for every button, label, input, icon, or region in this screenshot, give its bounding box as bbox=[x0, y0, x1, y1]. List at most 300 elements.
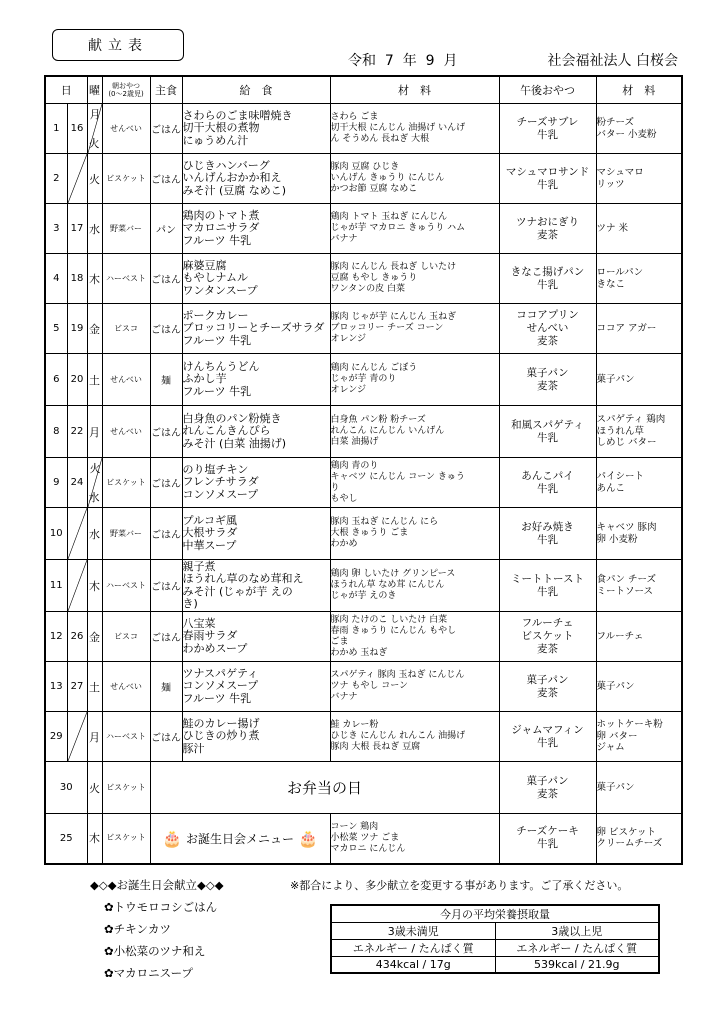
text-line: ほうれん草のなめ茸和え bbox=[182, 572, 304, 585]
afternoon-ingredients bbox=[596, 204, 682, 254]
weekday: 月 bbox=[87, 406, 102, 458]
text-line: フルーチェ bbox=[521, 617, 574, 629]
text-line: 牛乳 bbox=[537, 278, 558, 291]
lunch-ingredients bbox=[330, 612, 499, 662]
text-line: キャベツ 豚肉 bbox=[596, 522, 657, 533]
text-line: わかめ bbox=[330, 539, 358, 549]
menu-row bbox=[45, 712, 682, 762]
lunch-menu bbox=[182, 304, 330, 354]
col-day: 日 bbox=[45, 76, 87, 104]
menu-table bbox=[44, 75, 683, 865]
lunch-ingredients bbox=[330, 204, 499, 254]
row-number: 5 bbox=[45, 304, 67, 354]
staple-food: ごはん bbox=[150, 304, 182, 354]
afternoon-snack bbox=[499, 560, 596, 612]
morning-snack: せんべい bbox=[102, 104, 150, 154]
afternoon-ingredients bbox=[596, 508, 682, 560]
text-line: マシュマロ bbox=[596, 167, 644, 178]
text-line: ポークカレー bbox=[182, 308, 249, 322]
col-afternoon-snack: 午後おやつ bbox=[499, 76, 596, 104]
afternoon-ingredients bbox=[596, 712, 682, 762]
text-line: 菓子パン bbox=[526, 673, 569, 686]
day-number: 24 bbox=[67, 458, 87, 508]
text-line: ブロッコリー チーズ コーン bbox=[330, 323, 444, 333]
day-number bbox=[67, 508, 87, 560]
afternoon-ingredients bbox=[596, 154, 682, 204]
text-line: り bbox=[330, 482, 340, 493]
text-line: ブロッコリーとチーズサラダ bbox=[182, 321, 325, 335]
birthday-menu-item: ✿マカロニスープ bbox=[104, 966, 193, 980]
text-line: バナナ bbox=[330, 692, 358, 702]
text-line: 春雨 きゅうり にんじん もやし bbox=[330, 625, 457, 636]
col-weekday: 曜 bbox=[87, 76, 102, 104]
text-line: せんべい bbox=[526, 322, 569, 334]
text-line: フレンチサラダ bbox=[182, 475, 259, 489]
row-number: 10 bbox=[45, 508, 67, 560]
text-line: しめじ バター bbox=[596, 437, 657, 449]
lunch-ingredients bbox=[330, 354, 499, 406]
menu-row bbox=[45, 154, 682, 204]
col-staple: 主食 bbox=[150, 76, 182, 104]
text-line: 麦茶 bbox=[537, 379, 558, 392]
text-line: 麦茶 bbox=[537, 787, 558, 800]
text-line: ツナおにぎり bbox=[516, 215, 579, 228]
birthday-row bbox=[45, 814, 682, 864]
staple-food: パン bbox=[150, 204, 182, 254]
birthday-menu-item: ✿トウモロコシごはん bbox=[104, 900, 218, 914]
staple-food: ごはん bbox=[150, 406, 182, 458]
morning-snack: 野菜バー bbox=[102, 508, 150, 560]
text-line: スパゲティ 鶏肉 bbox=[596, 414, 666, 426]
day-number: 22 bbox=[67, 406, 87, 458]
text-line: バター 小麦粉 bbox=[596, 128, 657, 140]
text-line: きなこ揚げパン bbox=[510, 265, 585, 278]
text-line: 豆腐 もやし きゅうり bbox=[330, 273, 418, 283]
lunch-ingredients bbox=[330, 406, 499, 458]
text-line: オレンジ bbox=[330, 334, 367, 344]
text-line: ん そうめん 長ねぎ 大根 bbox=[330, 134, 430, 144]
text-line: さわらのごま味噌焼き bbox=[182, 108, 293, 122]
text-line: き) bbox=[182, 597, 198, 610]
day-number: 17 bbox=[67, 204, 87, 254]
day-number: 30 bbox=[45, 762, 87, 814]
text-line: れんこんきんぴら bbox=[182, 424, 271, 438]
text-line: 鶏肉 青のり bbox=[330, 460, 379, 471]
text-line: 鶏肉のトマト煮 bbox=[182, 208, 260, 222]
text-line: 卵 ビスケット bbox=[596, 826, 657, 838]
row-number: 13 bbox=[45, 662, 67, 712]
row-number: 4 bbox=[45, 254, 67, 304]
text-line: 豚汁 bbox=[182, 741, 205, 755]
text-line: 切干大根の煮物 bbox=[182, 121, 260, 135]
text-line: リッツ bbox=[596, 178, 625, 190]
text-line: ロールパン bbox=[596, 267, 644, 278]
text-line: 小松菜 ツナ ごま bbox=[330, 832, 400, 843]
lunch-ingredients bbox=[330, 560, 499, 612]
morning-snack: 野菜バー bbox=[102, 204, 150, 254]
menu-row bbox=[45, 254, 682, 304]
nutrition-label: エネルギー / たんぱく質 bbox=[331, 940, 495, 957]
lunch-ingredients bbox=[330, 814, 499, 864]
row-number: 12 bbox=[45, 612, 67, 662]
text-line: 粉チーズ bbox=[596, 117, 635, 128]
lunch-ingredients bbox=[330, 154, 499, 204]
text-line: スパゲティ 豚肉 玉ねぎ にんじん bbox=[330, 670, 465, 680]
text-line: マカロニサラダ bbox=[182, 221, 260, 235]
text-line: 白身魚 パン粉 粉チーズ bbox=[330, 415, 426, 425]
day-number: 20 bbox=[67, 354, 87, 406]
afternoon-snack bbox=[499, 354, 596, 406]
text-line: ホットケーキ粉 bbox=[596, 719, 663, 731]
lunch-menu bbox=[182, 406, 330, 458]
text-line: お好み焼き bbox=[521, 520, 574, 533]
weekday: 木 bbox=[87, 560, 102, 612]
text-line: みそ汁 (じゃが芋 えの bbox=[182, 584, 293, 598]
weekday: 木 bbox=[87, 254, 102, 304]
organization-name: 社会福祉法人 白桜会 bbox=[547, 53, 678, 69]
afternoon-snack bbox=[499, 712, 596, 762]
text-line: コンソメスープ bbox=[182, 679, 259, 693]
text-line: ほうれん草 bbox=[596, 425, 645, 437]
nutrition-title: 今月の平均栄養摂取量 bbox=[331, 905, 659, 923]
text-line: ココア アガー bbox=[596, 322, 657, 334]
row-number: 8 bbox=[45, 406, 67, 458]
afternoon-snack bbox=[499, 662, 596, 712]
text-line: 菓子パン bbox=[596, 781, 635, 793]
text-line: 麻婆豆腐 bbox=[182, 258, 227, 272]
text-line: いんげんおかか和え bbox=[182, 171, 282, 185]
bento-row bbox=[45, 762, 682, 814]
text-line: れんこん にんじん いんげん bbox=[330, 426, 445, 436]
afternoon-snack bbox=[499, 304, 596, 354]
text-line: ほうれん草 なめ茸 にんじん bbox=[330, 580, 445, 590]
text-line: みそ汁 (白菜 油揚げ) bbox=[182, 436, 287, 450]
staple-food: ごはん bbox=[150, 458, 182, 508]
staple-food: 麺 bbox=[150, 662, 182, 712]
text-line: ツナ 米 bbox=[596, 222, 629, 234]
text-line: ジャム bbox=[596, 742, 625, 754]
staple-food: ごはん bbox=[150, 560, 182, 612]
text-line: フルーツ 牛乳 bbox=[182, 333, 252, 347]
text-line: 鮭 カレー粉 bbox=[330, 720, 379, 730]
text-line: 牛乳 bbox=[537, 838, 558, 851]
col-ingredients: 材 料 bbox=[330, 76, 499, 104]
text-line: じゃが芋 青のり bbox=[330, 374, 397, 384]
text-line: 豚肉 大根 長ねぎ 豆腐 bbox=[330, 742, 421, 752]
text-line: コーン 鶏肉 bbox=[330, 821, 379, 832]
afternoon-ingredients bbox=[596, 612, 682, 662]
text-line: ミートソース bbox=[596, 585, 654, 597]
morning-snack: ハーベスト bbox=[102, 712, 150, 762]
weekday: 水 bbox=[87, 508, 102, 560]
afternoon-ingredients bbox=[596, 662, 682, 712]
text-line: ワンタンの皮 白菜 bbox=[330, 284, 406, 294]
text-line: 大根サラダ bbox=[182, 526, 238, 540]
text-line: さわら ごま bbox=[330, 112, 379, 122]
text-line: じゃが芋 えのき bbox=[330, 591, 397, 601]
text-line: チーズケーキ bbox=[516, 825, 579, 838]
text-line: 豚肉 たけのこ しいたけ 白菜 bbox=[330, 614, 448, 625]
text-line: 豚肉 じゃが芋 にんじん 玉ねぎ bbox=[330, 312, 457, 322]
text-line: オレンジ bbox=[330, 385, 367, 395]
text-line: 鮭のカレー揚げ bbox=[182, 716, 260, 730]
text-line: 牛乳 bbox=[537, 128, 558, 141]
weekday: 土 bbox=[87, 354, 102, 406]
text-line: あんこ bbox=[596, 482, 626, 494]
date-line: 令和 7 年 9 月 bbox=[348, 53, 458, 69]
text-line: 菓子パン bbox=[596, 680, 635, 692]
text-line: コンソメスープ bbox=[182, 487, 259, 501]
lunch-menu bbox=[182, 458, 330, 508]
lunch-ingredients bbox=[330, 508, 499, 560]
birthday-menu-label: お誕生日会メニュー bbox=[185, 831, 294, 846]
text-line: 切干大根 にんじん 油揚げ いんげ bbox=[330, 123, 466, 133]
text-line: けんちんうどん bbox=[182, 359, 260, 373]
day-number: 25 bbox=[45, 814, 87, 864]
text-line: 菓子パン bbox=[526, 366, 569, 379]
day-number: 27 bbox=[67, 662, 87, 712]
menu-row bbox=[45, 304, 682, 354]
nutrition-group-over3: 3歳以上児 bbox=[495, 923, 659, 940]
bento-day-label: お弁当の日 bbox=[150, 762, 499, 814]
afternoon-ingredients bbox=[596, 560, 682, 612]
lunch-menu bbox=[182, 204, 330, 254]
row-number: 11 bbox=[45, 560, 67, 612]
text-line: 牛乳 bbox=[537, 585, 558, 598]
text-line: 麦茶 bbox=[537, 643, 558, 655]
afternoon-snack bbox=[499, 458, 596, 508]
text-line: キャベツ にんじん コーン きゅう bbox=[330, 471, 465, 482]
text-line: ひじきの炒り煮 bbox=[182, 729, 260, 743]
weekday: 水 bbox=[87, 204, 102, 254]
text-line: かつお節 豆腐 なめこ bbox=[330, 184, 418, 194]
text-line: 麦茶 bbox=[537, 228, 558, 241]
text-line: ツナスパゲティ bbox=[182, 666, 259, 680]
text-line: マカロニ にんじん bbox=[330, 843, 406, 854]
text-line: 麦茶 bbox=[537, 335, 558, 347]
text-line: 牛乳 bbox=[537, 533, 558, 546]
lunch-ingredients bbox=[330, 104, 499, 154]
afternoon-ingredients bbox=[596, 814, 682, 864]
birthday-menu-cell bbox=[150, 814, 330, 864]
afternoon-ingredients bbox=[596, 104, 682, 154]
lunch-ingredients bbox=[330, 458, 499, 508]
afternoon-snack bbox=[499, 612, 596, 662]
day-number bbox=[67, 712, 87, 762]
text-line: マシュマロサンド bbox=[505, 165, 590, 178]
lunch-menu bbox=[182, 612, 330, 662]
text-line: 牛乳 bbox=[537, 431, 558, 444]
afternoon-snack bbox=[499, 104, 596, 154]
text-line: あんこパイ bbox=[521, 469, 574, 482]
text-line: わかめスープ bbox=[182, 641, 248, 655]
text-line: 食パン チーズ bbox=[596, 574, 657, 585]
afternoon-ingredients bbox=[596, 354, 682, 406]
text-line: ごま bbox=[330, 636, 349, 647]
text-line: 八宝菜 bbox=[182, 616, 216, 630]
birthday-menu-heading: ◆◇◆お誕生日会献立◆◇◆ bbox=[90, 878, 224, 892]
cake-icon: 🎂 bbox=[298, 828, 318, 848]
menu-row bbox=[45, 354, 682, 406]
text-line: ひじきハンバーグ bbox=[182, 158, 270, 172]
menu-row bbox=[45, 662, 682, 712]
text-line: みそ汁 (豆腐 なめこ) bbox=[182, 183, 287, 197]
header bbox=[348, 50, 678, 70]
morning-snack: ビスコ bbox=[102, 304, 150, 354]
birthday-menu-item: ✿チキンカツ bbox=[104, 922, 172, 936]
lunch-ingredients bbox=[330, 712, 499, 762]
nutrition-value-over3: 539kcal / 21.9g bbox=[495, 957, 659, 974]
text-line: 卵 バター bbox=[596, 730, 638, 742]
text-line: ジャムマフィン bbox=[511, 723, 584, 736]
afternoon-snack bbox=[499, 406, 596, 458]
weekday: 木 bbox=[87, 814, 102, 864]
text-line: 卵 小麦粉 bbox=[596, 533, 638, 545]
text-line: 白菜 油揚げ bbox=[330, 437, 379, 447]
col-afternoon-ingredients: 材 料 bbox=[596, 76, 682, 104]
col-snack: 朝おやつ (0～2歳児) bbox=[102, 76, 150, 104]
morning-snack: せんべい bbox=[102, 662, 150, 712]
text-line: 春雨サラダ bbox=[182, 629, 238, 643]
text-line: ビスケット bbox=[521, 630, 574, 642]
morning-snack: ビスケット bbox=[102, 154, 150, 204]
text-line: フルーツ 牛乳 bbox=[182, 233, 252, 247]
text-line: 鶏肉 トマト 玉ねぎ にんじん bbox=[330, 212, 448, 222]
text-line: もやしナムル bbox=[182, 271, 248, 285]
birthday-menu bbox=[90, 877, 224, 987]
text-line: パイシート bbox=[596, 471, 645, 482]
staple-food: ごはん bbox=[150, 254, 182, 304]
weekday: 金 bbox=[87, 304, 102, 354]
nutrition-value-under3: 434kcal / 17g bbox=[331, 957, 495, 974]
staple-food: 麺 bbox=[150, 354, 182, 406]
text-line: プルコギ風 bbox=[182, 513, 238, 527]
menu-row bbox=[45, 458, 682, 508]
staple-food: ごはん bbox=[150, 612, 182, 662]
text-line: ワンタンスープ bbox=[182, 283, 258, 297]
nutrition-table bbox=[330, 904, 660, 974]
afternoon-ingredients bbox=[596, 304, 682, 354]
lunch-menu bbox=[182, 254, 330, 304]
weekday: 土 bbox=[87, 662, 102, 712]
text-line: ツナ もやし コーン bbox=[330, 681, 409, 691]
lunch-ingredients bbox=[330, 254, 499, 304]
afternoon-snack bbox=[499, 204, 596, 254]
row-number: 6 bbox=[45, 354, 67, 406]
weekday: 月 火 bbox=[87, 104, 102, 154]
nutrition-group-under3: 3歳未満児 bbox=[331, 923, 495, 940]
menu-row bbox=[45, 560, 682, 612]
lunch-menu bbox=[182, 712, 330, 762]
morning-snack: ビスケット bbox=[102, 458, 150, 508]
text-line: フルーツ 牛乳 bbox=[182, 691, 252, 705]
text-line: 牛乳 bbox=[537, 736, 558, 749]
day-number: 18 bbox=[67, 254, 87, 304]
text-line: わかめ 玉ねぎ bbox=[330, 647, 388, 658]
text-line: 白身魚のパン粉焼き bbox=[182, 411, 282, 425]
document-title: 献立表 bbox=[52, 29, 184, 61]
lunch-menu bbox=[182, 354, 330, 406]
afternoon-snack bbox=[499, 254, 596, 304]
staple-food: ごはん bbox=[150, 508, 182, 560]
afternoon-ingredients bbox=[596, 254, 682, 304]
text-line: きなこ bbox=[596, 278, 626, 290]
day-number bbox=[67, 560, 87, 612]
text-line: 麦茶 bbox=[537, 686, 558, 699]
staple-food: ごはん bbox=[150, 154, 182, 204]
text-line: 中華スープ bbox=[182, 538, 237, 552]
row-number: 29 bbox=[45, 712, 67, 762]
text-line: 大根 きゅうり ごま bbox=[330, 528, 409, 538]
text-line: 和風スパゲティ bbox=[511, 418, 584, 431]
text-line: 豚肉 にんじん 長ねぎ しいたけ bbox=[330, 262, 457, 272]
day-number bbox=[67, 154, 87, 204]
menu-row bbox=[45, 406, 682, 458]
text-line: ココアプリン bbox=[516, 309, 579, 321]
table-header bbox=[45, 76, 682, 104]
text-line: 菓子パン bbox=[596, 373, 635, 385]
text-line: フルーツ 牛乳 bbox=[182, 384, 252, 398]
afternoon-snack bbox=[499, 508, 596, 560]
afternoon-snack bbox=[499, 762, 596, 814]
lunch-menu bbox=[182, 104, 330, 154]
menu-row bbox=[45, 104, 682, 154]
weekday: 火 bbox=[87, 154, 102, 204]
morning-snack: ハーベスト bbox=[102, 560, 150, 612]
lunch-menu bbox=[182, 560, 330, 612]
text-line: にゅうめん汁 bbox=[182, 133, 249, 147]
staple-food: ごはん bbox=[150, 104, 182, 154]
weekday: 火 水 bbox=[87, 458, 102, 508]
morning-snack: ハーベスト bbox=[102, 254, 150, 304]
text-line: 豚肉 豆腐 ひじき bbox=[330, 162, 400, 172]
row-number: 3 bbox=[45, 204, 67, 254]
text-line: もやし bbox=[330, 493, 358, 504]
text-line: 牛乳 bbox=[537, 482, 558, 495]
birthday-menu-item: ✿小松菜のツナ和え bbox=[104, 944, 206, 958]
day-number: 19 bbox=[67, 304, 87, 354]
weekday: 月 bbox=[87, 712, 102, 762]
afternoon-snack bbox=[499, 154, 596, 204]
menu-row bbox=[45, 508, 682, 560]
afternoon-snack bbox=[499, 814, 596, 864]
change-notice: ※都合により、多少献立を変更する事があります。ご了承ください。 bbox=[290, 879, 629, 892]
lunch-menu bbox=[182, 154, 330, 204]
afternoon-ingredients bbox=[596, 406, 682, 458]
text-line: ひじき にんじん れんこん 油揚げ bbox=[330, 731, 466, 741]
cake-icon: 🎂 bbox=[162, 828, 182, 848]
morning-snack: ビスケット bbox=[102, 814, 150, 864]
row-number: 2 bbox=[45, 154, 67, 204]
text-line: いんげん きゅうり にんじん bbox=[330, 173, 445, 183]
text-line: 牛乳 bbox=[537, 178, 558, 191]
text-line: バナナ bbox=[330, 234, 358, 244]
menu-row bbox=[45, 204, 682, 254]
text-line: クリームチーズ bbox=[596, 838, 663, 850]
afternoon-ingredients bbox=[596, 458, 682, 508]
lunch-ingredients bbox=[330, 662, 499, 712]
weekday: 金 bbox=[87, 612, 102, 662]
nutrition-label: エネルギー / たんぱく質 bbox=[495, 940, 659, 957]
afternoon-ingredients bbox=[596, 762, 682, 814]
row-number: 1 bbox=[45, 104, 67, 154]
lunch-menu bbox=[182, 508, 330, 560]
lunch-menu bbox=[182, 662, 330, 712]
text-line: 鶏肉 卵 しいたけ グリンピース bbox=[330, 569, 456, 579]
text-line: ふかし芋 bbox=[182, 372, 227, 386]
text-line: チーズサブレ bbox=[516, 115, 579, 128]
morning-snack: せんべい bbox=[102, 354, 150, 406]
